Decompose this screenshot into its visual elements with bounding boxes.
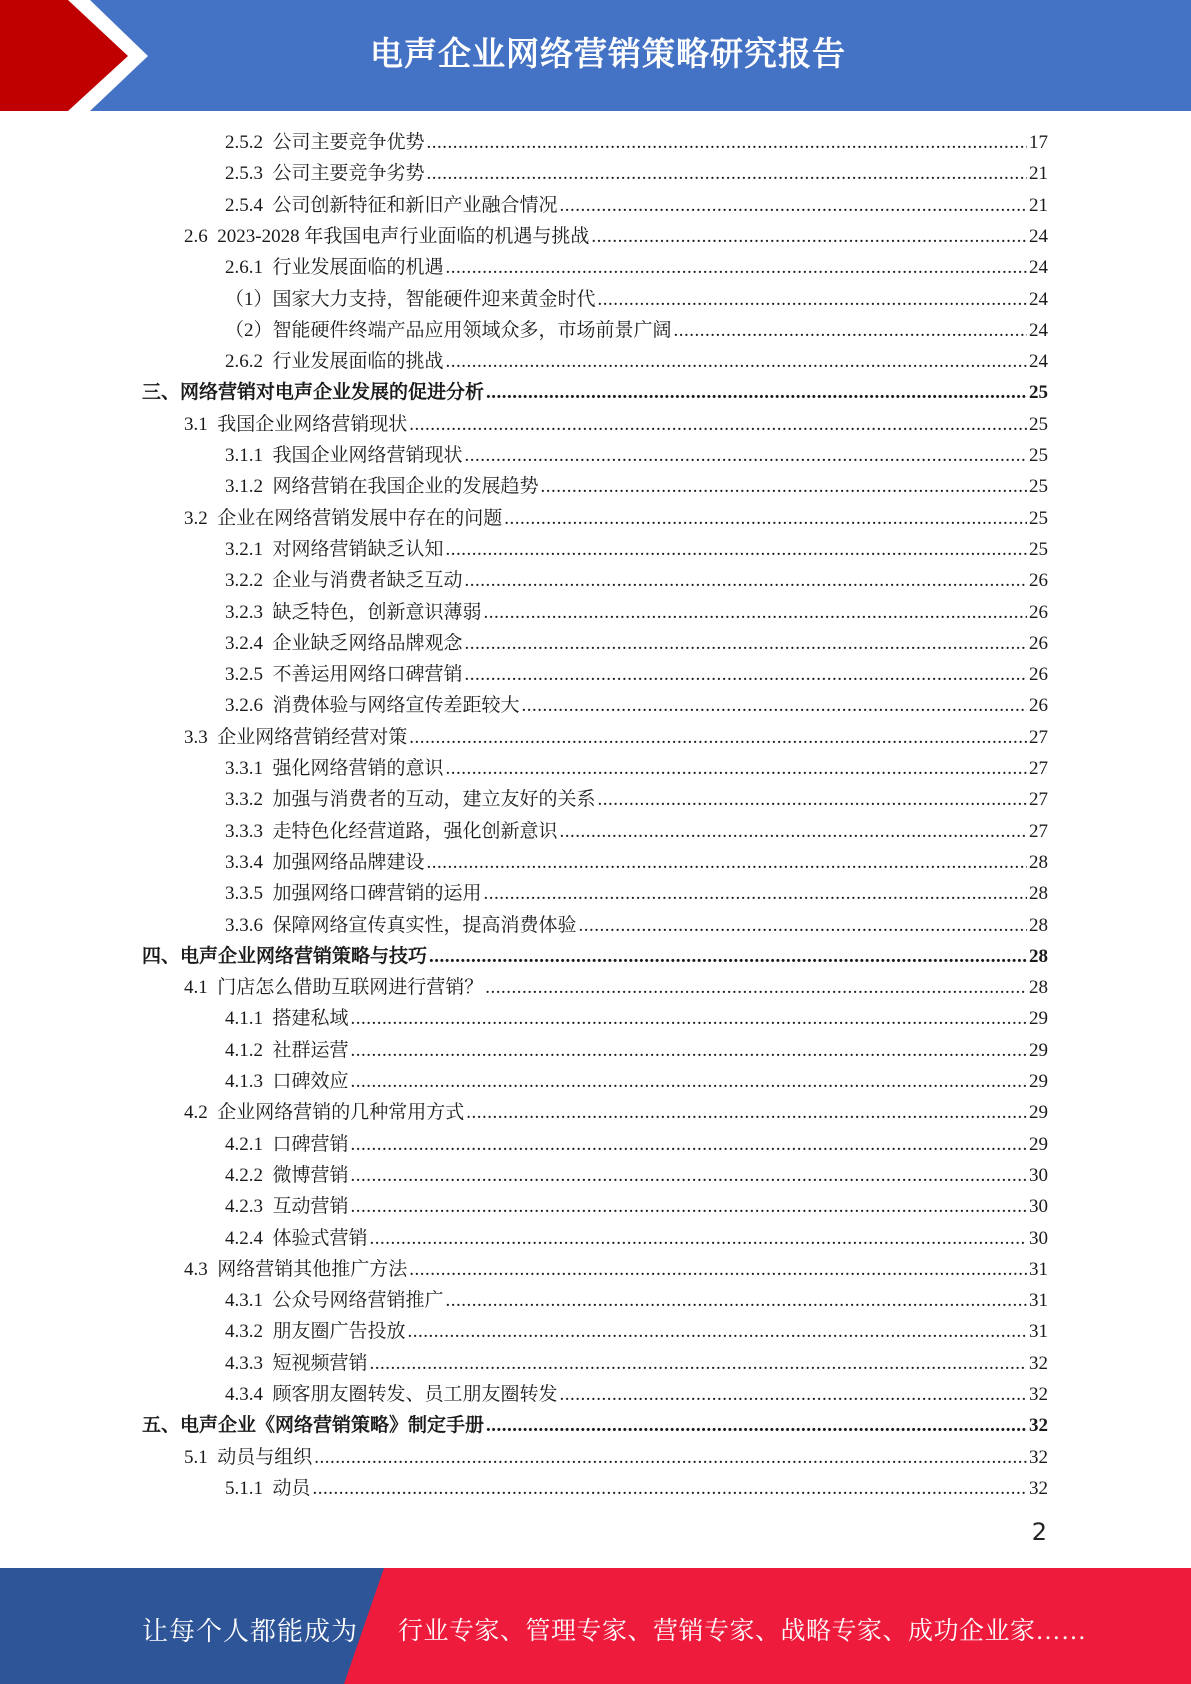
toc-entry-title: 加强网络口碑营销的运用: [272, 883, 482, 905]
toc-dot-leader: [591, 221, 1027, 252]
toc-entry-page: 29: [1029, 1133, 1048, 1155]
toc-entry[interactable]: [225, 1379, 1048, 1410]
toc-entry-page: 24: [1029, 288, 1048, 310]
toc-entry[interactable]: [225, 659, 1048, 690]
toc-dot-leader: [522, 690, 1027, 721]
toc-entry-page: 32: [1029, 1384, 1048, 1405]
toc-entry-number: 3.2.1: [225, 538, 263, 560]
toc-entry-number: 4.2.3: [225, 1196, 263, 1218]
toc-entry-page: 25: [1029, 382, 1048, 404]
toc-entry[interactable]: [225, 440, 1048, 471]
toc-entry-page: 30: [1029, 1227, 1048, 1249]
toc-entry-page: 25: [1029, 413, 1048, 435]
toc-entry-number: 3.2.4: [225, 632, 263, 654]
toc-entry-number: 4.1.2: [225, 1039, 263, 1061]
toc-entry-title: 口碑效应: [272, 1071, 349, 1092]
toc-entry-number: 4.3.1: [225, 1290, 263, 1312]
toc-entry-title: 我国企业网络营销现状: [217, 413, 408, 435]
toc-entry-number: 三、: [142, 382, 181, 404]
toc-entry[interactable]: [225, 534, 1048, 565]
toc-entry-number: 3.1.1: [225, 445, 263, 466]
toc-dot-leader: [466, 1097, 1027, 1128]
toc-entry-title: 加强与消费者的互动，建立友好的关系: [272, 789, 596, 811]
toc-entry[interactable]: [142, 941, 1048, 972]
toc-dot-leader: [409, 409, 1027, 440]
toc-entry-title: 动员与组织: [217, 1446, 313, 1468]
toc-entry-number: 5.1.1: [225, 1477, 263, 1499]
toc-entry-number: 4.2.4: [225, 1227, 263, 1249]
toc-entry-page: 17: [1029, 132, 1048, 153]
toc-entry-number: 3.3.3: [225, 820, 263, 842]
toc-entry-number: 4.3.2: [225, 1321, 263, 1343]
toc-entry-page: 32: [1029, 1415, 1048, 1437]
toc-entry-number: 4.2.2: [225, 1164, 263, 1186]
toc-entry[interactable]: [225, 628, 1048, 659]
toc-entry-title: 口碑营销: [272, 1133, 349, 1155]
toc-dot-leader: [598, 284, 1027, 315]
toc-dot-leader: [446, 252, 1027, 283]
toc-entry[interactable]: [225, 1191, 1048, 1222]
toc-entry[interactable]: [225, 1316, 1048, 1347]
toc-entry-number: 3.2.5: [225, 664, 263, 686]
toc-entry-title: 公众号网络营销推广: [272, 1290, 444, 1312]
toc-entry-page: 30: [1029, 1196, 1048, 1218]
toc-entry-page: 26: [1029, 601, 1048, 623]
page-number: 2: [1031, 1518, 1047, 1546]
toc-entry-title: 网络营销其他推广方法: [217, 1258, 408, 1280]
toc-entry-page: 25: [1029, 538, 1048, 560]
toc-entry[interactable]: [225, 1223, 1048, 1254]
toc-entry-number: 五、: [142, 1415, 181, 1437]
toc-entry-number: 3.3.4: [225, 851, 263, 873]
toc-entry[interactable]: [184, 722, 1048, 753]
toc-entry-title: 动员: [272, 1477, 311, 1499]
toc-entry-title: 公司主要竞争优势: [272, 132, 425, 153]
toc-entry-title: 不善运用网络口碑营销: [272, 664, 463, 686]
toc-entry[interactable]: [184, 972, 1048, 1003]
toc-dot-leader: [446, 346, 1027, 377]
toc-dot-leader: [484, 597, 1027, 628]
toc-dot-leader: [351, 1191, 1027, 1222]
toc-entry[interactable]: [225, 816, 1048, 847]
toc-entry-title: 企业在网络营销发展中存在的问题: [217, 507, 503, 529]
toc-entry-number: 3.2: [184, 507, 208, 529]
toc-dot-leader: [351, 1035, 1027, 1066]
toc-entry[interactable]: [225, 471, 1048, 502]
toc-entry-title: 我国企业网络营销现状: [272, 445, 463, 466]
toc-entry[interactable]: [184, 221, 1048, 252]
toc-entry-page: 24: [1029, 319, 1048, 341]
toc-entry-page: 26: [1029, 570, 1048, 592]
toc-entry-number: 2.6.2: [225, 351, 263, 373]
toc-dot-leader: [598, 784, 1027, 815]
toc-dot-leader: [351, 1160, 1027, 1191]
toc-entry-page: 27: [1029, 726, 1048, 748]
toc-entry[interactable]: [225, 1003, 1048, 1034]
toc-entry-title: 顾客朋友圈转发、员工朋友圈转发: [272, 1384, 558, 1405]
toc-entry-page: 32: [1029, 1352, 1048, 1374]
toc-dot-leader: [579, 910, 1027, 941]
toc-entry[interactable]: [225, 346, 1048, 377]
toc-entry-page: 25: [1029, 507, 1048, 529]
toc-dot-leader: [351, 1129, 1027, 1160]
toc-entry-title: 互动营销: [272, 1196, 349, 1218]
toc-entry[interactable]: [225, 1035, 1048, 1066]
toc-entry[interactable]: [225, 252, 1048, 283]
toc-entry-title: 企业与消费者缺乏互动: [272, 570, 463, 592]
toc-entry[interactable]: [225, 565, 1048, 596]
toc-entry-number: 2.6: [184, 225, 208, 247]
toc-entry-title: 朋友圈广告投放: [272, 1321, 406, 1343]
toc-dot-leader: [486, 377, 1027, 408]
toc-dot-leader: [486, 1410, 1027, 1441]
toc-entry-number: 3.3.1: [225, 758, 263, 779]
toc-dot-leader: [465, 440, 1027, 471]
toc-dot-leader: [465, 628, 1027, 659]
toc-dot-leader: [370, 1348, 1027, 1379]
toc-entry[interactable]: [225, 784, 1048, 815]
toc-entry-number: 四、: [142, 945, 181, 967]
toc-entry-title: 微博营销: [272, 1164, 349, 1186]
toc-entry[interactable]: [225, 753, 1048, 784]
toc-entry[interactable]: [142, 1410, 1048, 1441]
toc-dot-leader: [409, 1254, 1027, 1285]
toc-dot-leader: [427, 158, 1027, 189]
toc-dot-leader: [409, 722, 1027, 753]
toc-entry-title: 电声企业网络营销策略与技巧: [180, 945, 428, 967]
toc-entry-number: 3.2.2: [225, 570, 263, 592]
toc-entry-title: 走特色化经营道路，强化创新意识: [272, 820, 558, 842]
toc-entry-page: 28: [1029, 977, 1048, 999]
toc-dot-leader: [674, 315, 1027, 346]
toc-entry-number: 3.3: [184, 726, 208, 748]
toc-entry-title: 消费体验与网络宣传差距较大: [272, 695, 520, 717]
toc-entry-title: 行业发展面临的挑战: [272, 351, 444, 373]
page-header: [0, 0, 1191, 111]
toc-entry-title: 2023-2028 年我国电声行业面临的机遇与挑战: [217, 225, 590, 247]
toc-entry-title: 企业网络营销的几种常用方式: [217, 1102, 465, 1124]
toc-entry-title: 强化网络营销的意识: [272, 758, 444, 779]
toc-dot-leader: [408, 1316, 1027, 1347]
toc-dot-leader: [560, 1379, 1027, 1410]
toc-entry-number: 4.1.3: [225, 1071, 263, 1092]
toc-entry-number: 3.3.5: [225, 883, 263, 905]
toc-entry[interactable]: [225, 910, 1048, 941]
toc-entry[interactable]: [225, 315, 1048, 346]
toc-dot-leader: [484, 878, 1027, 909]
toc-entry-number: 4.1: [184, 977, 208, 999]
toc-entry-title: 缺乏特色，创新意识薄弱: [272, 601, 482, 623]
toc-entry-page: 24: [1029, 257, 1048, 279]
toc-entry-title: 公司创新特征和新旧产业融合情况: [272, 194, 558, 216]
toc-entry-page: 26: [1029, 632, 1048, 654]
toc-entry-page: 21: [1029, 163, 1048, 185]
toc-entry[interactable]: [225, 1066, 1048, 1097]
toc-dot-leader: [504, 503, 1027, 534]
toc-entry[interactable]: [184, 1442, 1048, 1473]
toc-entry-page: 29: [1029, 1039, 1048, 1061]
toc-entry[interactable]: [225, 1129, 1048, 1160]
toc-dot-leader: [446, 534, 1027, 565]
toc-entry-number: 2.5.3: [225, 163, 263, 185]
toc-entry-number: 4.2: [184, 1102, 208, 1124]
toc-entry-number: 3.3.6: [225, 914, 263, 936]
toc-entry-number: 3.2.3: [225, 601, 263, 623]
footer-slogan-left: 让每个人都能成为: [142, 1617, 359, 1646]
toc-entry-page: 32: [1029, 1446, 1048, 1468]
toc-entry-page: 30: [1029, 1164, 1048, 1186]
toc-entry-number: 4.3: [184, 1258, 208, 1280]
toc-entry[interactable]: [225, 597, 1048, 628]
toc-entry-title: 公司主要竞争劣势: [272, 163, 425, 185]
toc-dot-leader: [465, 659, 1027, 690]
toc-entry-page: 29: [1029, 1102, 1048, 1124]
toc-entry[interactable]: [225, 127, 1048, 158]
toc-entry-number: 2.6.1: [225, 257, 263, 279]
toc-entry-page: 28: [1029, 914, 1048, 936]
toc-entry-title: 搭建私域: [272, 1008, 349, 1030]
toc-entry-number: 4.2.1: [225, 1133, 263, 1155]
toc-entry-title: 网络营销对电声企业发展的促进分析: [180, 382, 485, 404]
toc-entry[interactable]: [225, 284, 1048, 315]
toc-entry[interactable]: [225, 1473, 1048, 1504]
toc-entry[interactable]: [184, 409, 1048, 440]
toc-dot-leader: [446, 753, 1027, 784]
toc-dot-leader: [351, 1066, 1027, 1097]
toc-entry-page: 28: [1029, 945, 1048, 967]
toc-entry-page: 24: [1029, 225, 1048, 247]
toc-dot-leader: [485, 972, 1027, 1003]
header-title: 电声企业网络营销策略研究报告: [370, 34, 846, 73]
toc-entry-page: 28: [1029, 851, 1048, 873]
toc-entry-number: 4.1.1: [225, 1008, 263, 1030]
toc-entry-page: 27: [1029, 758, 1048, 779]
toc-entry-page: 29: [1029, 1071, 1048, 1092]
toc-entry-title: 短视频营销: [272, 1352, 368, 1374]
toc-entry-title: 企业缺乏网络品牌观念: [272, 632, 463, 654]
toc-entry-number: 3.1.2: [225, 476, 263, 498]
toc-entry-number: 2.5.4: [225, 194, 263, 216]
toc-dot-leader: [446, 1285, 1027, 1316]
toc-entry-title: 智能硬件终端产品应用领域众多，市场前景广阔: [272, 319, 672, 341]
toc-entry-page: 25: [1029, 445, 1048, 466]
toc-entry-page: 32: [1029, 1477, 1048, 1499]
toc-entry[interactable]: [225, 190, 1048, 221]
toc-entry-number: 3.3.2: [225, 789, 263, 811]
toc-entry-title: 行业发展面临的机遇: [272, 257, 444, 279]
toc-entry[interactable]: [225, 1285, 1048, 1316]
toc-entry-number: 5.1: [184, 1446, 208, 1468]
toc-entry-page: 31: [1029, 1321, 1048, 1343]
toc-entry-page: 27: [1029, 789, 1048, 811]
toc-entry-title: 加强网络品牌建设: [272, 851, 425, 873]
toc-entry-number: （1）: [225, 288, 273, 310]
toc-dot-leader: [427, 127, 1027, 158]
toc-entry-title: 对网络营销缺乏认知: [272, 538, 444, 560]
toc-dot-leader: [541, 471, 1027, 502]
toc-entry[interactable]: [184, 1097, 1048, 1128]
toc-dot-leader: [560, 816, 1027, 847]
toc-entry-number: 4.3.4: [225, 1384, 263, 1405]
toc-entry-title: 网络营销在我国企业的发展趋势: [272, 476, 539, 498]
toc-entry-title: 保障网络宣传真实性，提高消费体验: [272, 914, 577, 936]
toc-entry-page: 29: [1029, 1008, 1048, 1030]
footer-slogan-right: 行业专家、管理专家、营销专家、战略专家、成功企业家……: [398, 1618, 1087, 1645]
toc-entry-page: 25: [1029, 476, 1048, 498]
toc-entry[interactable]: [225, 1348, 1048, 1379]
toc-entry-page: 24: [1029, 351, 1048, 373]
toc-entry[interactable]: [225, 847, 1048, 878]
toc-entry-page: 26: [1029, 695, 1048, 717]
toc-entry[interactable]: [225, 878, 1048, 909]
toc-dot-leader: [465, 565, 1027, 596]
toc-dot-leader: [314, 1442, 1027, 1473]
toc-entry-number: 3.2.6: [225, 695, 263, 717]
toc-entry-title: 体验式营销: [272, 1227, 368, 1249]
toc-entry-title: 社群运营: [272, 1039, 349, 1061]
toc-dot-leader: [560, 190, 1027, 221]
toc-dot-leader: [427, 847, 1027, 878]
toc-entry[interactable]: [184, 503, 1048, 534]
toc-entry-page: 21: [1029, 194, 1048, 216]
toc-dot-leader: [351, 1003, 1027, 1034]
toc-entry-page: 26: [1029, 664, 1048, 686]
toc-entry-number: 4.3.3: [225, 1352, 263, 1374]
toc-entry-page: 31: [1029, 1290, 1048, 1312]
toc-entry-page: 27: [1029, 820, 1048, 842]
page-footer: [0, 1568, 1191, 1684]
toc-entry[interactable]: [184, 1254, 1048, 1285]
toc-entry-page: 28: [1029, 883, 1048, 905]
toc-entry-number: 3.1: [184, 413, 208, 435]
toc-entry[interactable]: [142, 377, 1048, 408]
toc-entry[interactable]: [225, 1160, 1048, 1191]
toc-entry-title: 国家大力支持，智能硬件迎来黄金时代: [272, 288, 596, 310]
toc-entry-title: 企业网络营销经营对策: [217, 726, 408, 748]
toc-entry-page: 31: [1029, 1258, 1048, 1280]
toc-dot-leader: [313, 1473, 1027, 1504]
toc-dot-leader: [370, 1223, 1027, 1254]
toc-entry[interactable]: [225, 158, 1048, 189]
toc-dot-leader: [429, 941, 1027, 972]
toc-entry-title: 电声企业《网络营销策略》制定手册: [180, 1415, 485, 1437]
toc-entry-number: （2）: [225, 319, 273, 341]
toc-entry-title: 门店怎么借助互联网进行营销？: [217, 977, 484, 999]
toc-entry[interactable]: [225, 690, 1048, 721]
toc-entry-number: 2.5.2: [225, 132, 263, 153]
